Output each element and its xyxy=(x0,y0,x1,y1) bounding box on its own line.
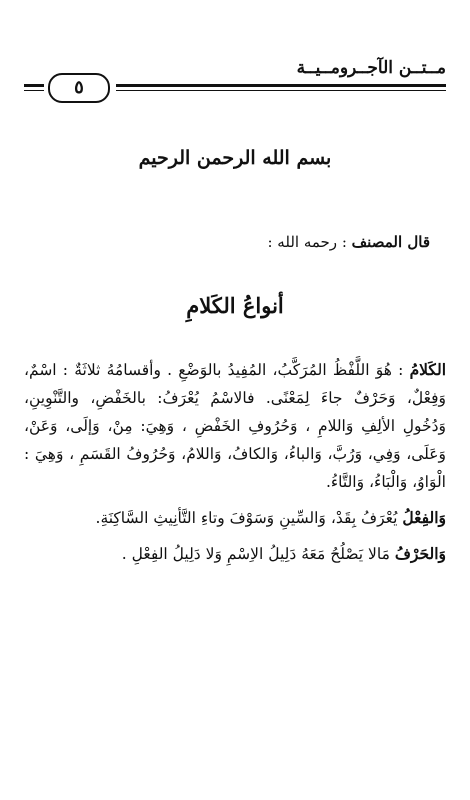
paragraph-fiel xyxy=(24,504,446,532)
section-title: أنواعُ الكَلامِ xyxy=(186,293,284,318)
author-line-lead: قال المصنف xyxy=(351,233,430,251)
author-line-rest: : رحمه الله : xyxy=(267,233,347,251)
header-rule-thin xyxy=(116,90,446,91)
running-title: مــتــن الآجــرومــيــة xyxy=(296,58,446,78)
basmala-heading: بسم الله الرحمن الرحيم xyxy=(138,147,332,169)
paragraph-term: وَالفِعْلُ xyxy=(402,508,446,527)
paragraph-term: وَالحَرْفُ xyxy=(394,544,446,563)
header-rule-thick xyxy=(116,84,446,87)
header-rule-left-thick xyxy=(24,84,44,87)
paragraph-text: مَالا يَصْلُحُ مَعَهُ دَلِيلُ الاِسْمِ وَلا دَلِيلُ الفِعْلِ . xyxy=(121,545,390,563)
header-rule-left-thin xyxy=(24,90,44,91)
paragraph-text: : هُوَ اللَّفْظُ المُرَكَّبُ، المُفِيدُ بالوَضْعِ . وأقسامُهُ ثلاثَةٌ : اسْمٌ، وَفِعْلٌ، وَحَرْفٌ جاءَ لِمَعْنًى. فالاسْمُ يُعْرَفُ: بالخَفْضِ، والتَّنْوِينِ، وَدُخُولِ الألِفِ وَاللامِ ، وَحُرُوفِ الخَفْضِ ، وَهِيَ: مِنْ، وَإلَى، وَعَنْ، وَعَلَى، وَفِي، وَرُبَّ، وَالباءُ، وَالكافُ، وَاللامُ، وَحُرُوفُ القَسَمِ ، وَهِيَ : الْوَاوُ، وَالْبَاءُ، وَالتَّاءُ. xyxy=(24,361,446,491)
body-text xyxy=(24,356,446,576)
paragraph-term: الكَلامُ xyxy=(409,360,446,379)
paragraph-kalam xyxy=(24,356,446,496)
paragraph-harf xyxy=(24,540,446,568)
page-number: ٥ xyxy=(48,73,110,103)
author-line xyxy=(267,233,430,251)
paragraph-text: يُعْرَفُ بِقَدْ، وَالسِّينِ وَسَوْفَ وتاءِ التَّأنِيثِ السَّاكِنَةِ. xyxy=(95,509,398,527)
